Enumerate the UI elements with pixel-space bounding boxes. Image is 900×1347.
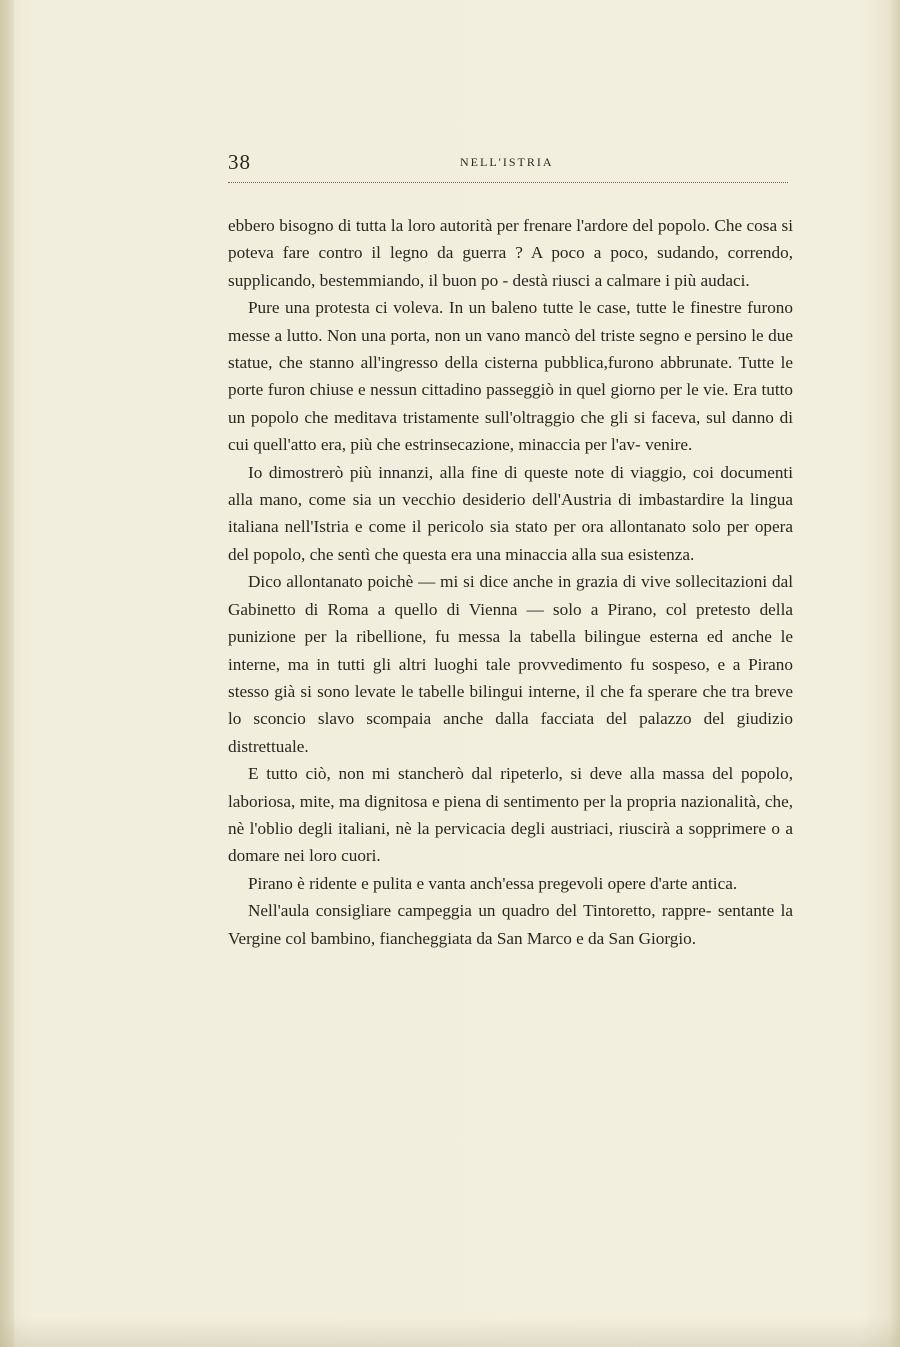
page-number: 38 [228,150,251,174]
paragraph: E tutto ciò, non mi stancherò dal ripeterlo, si deve alla massa del popolo, laboriosa, mite, ma dignitosa e piena di sentimento per la propria nazionalità, che, nè l'oblio degli italiani, nè la pervicacia degli austriaci, riuscirà a sopprimere o a domare nei loro cuori. [228,764,793,866]
paragraph: Dico allontanato poichè — mi si dice anche in grazia di vive sollecitazioni dal Gabinetto di Roma a quello di Vienna — solo a Pirano, col pretesto della punizione per la ribellione, fu messa la tabella bilingue esterna ed anche le interne, ma in tutti gli altri luoghi tale provvedimento fu sospeso, e a Pirano stesso già si sono levate le tabelle bilingui interne, il che fa sperare che tra breve lo sconcio slavo scompaia anche dalla facciata del palazzo del giudizio distrettuale. [228,572,793,756]
page-bottom-edge [0,1317,900,1347]
running-head: NELL'ISTRIA [460,155,554,169]
paragraph: Nell'aula consigliare campeggia un quadro del Tintoretto, rappre- sentante la Vergine col bambino, fiancheggiata da San Marco e da San Giorgio. [228,901,793,948]
header-rule [228,182,788,183]
page-header [228,150,788,180]
paragraph: Io dimostrerò più innanzi, alla fine di queste note di viaggio, coi documenti alla mano, come sia un vecchio desiderio dell'Austria di imbastardire la lingua italiana nell'Istria e come il pericolo sia stato per ora allontanato solo per opera del popolo, che sentì che questa era una minaccia alla sua esistenza. [228,462,793,564]
paragraph: Pirano è ridente e pulita e vanta anch'essa pregevoli opere d'arte antica. [248,873,738,893]
paragraph: Pure una protesta ci voleva. In un baleno tutte le case, tutte le finestre furono messe a lutto. Non una porta, non un vano mancò del triste segno e persino le due statue, che stanno all'ingresso della cisterna pubblica,furono abbrunate. Tutte le porte furon chiuse e nessun cittadino passeggiò in quel giorno per le vie. Era tutto un popolo che meditava tristamente sull'oltraggio che gli si faceva, sul danno di cui quell'atto era, più che estrinsecazione, minaccia per l'av- venire. [228,298,793,455]
page-binding-edge [0,0,14,1347]
body-text [228,212,793,952]
page-right-edge [890,0,900,1347]
paragraph: ebbero bisogno di tutta la loro autorità per frenare l'ardore del popolo. Che cosa si poteva fare contro il legno da guerra ? A poco a poco, sudando, correndo, supplicando, bestemmiando, il buon po - destà riusci a calmare i più audaci. [228,216,793,290]
